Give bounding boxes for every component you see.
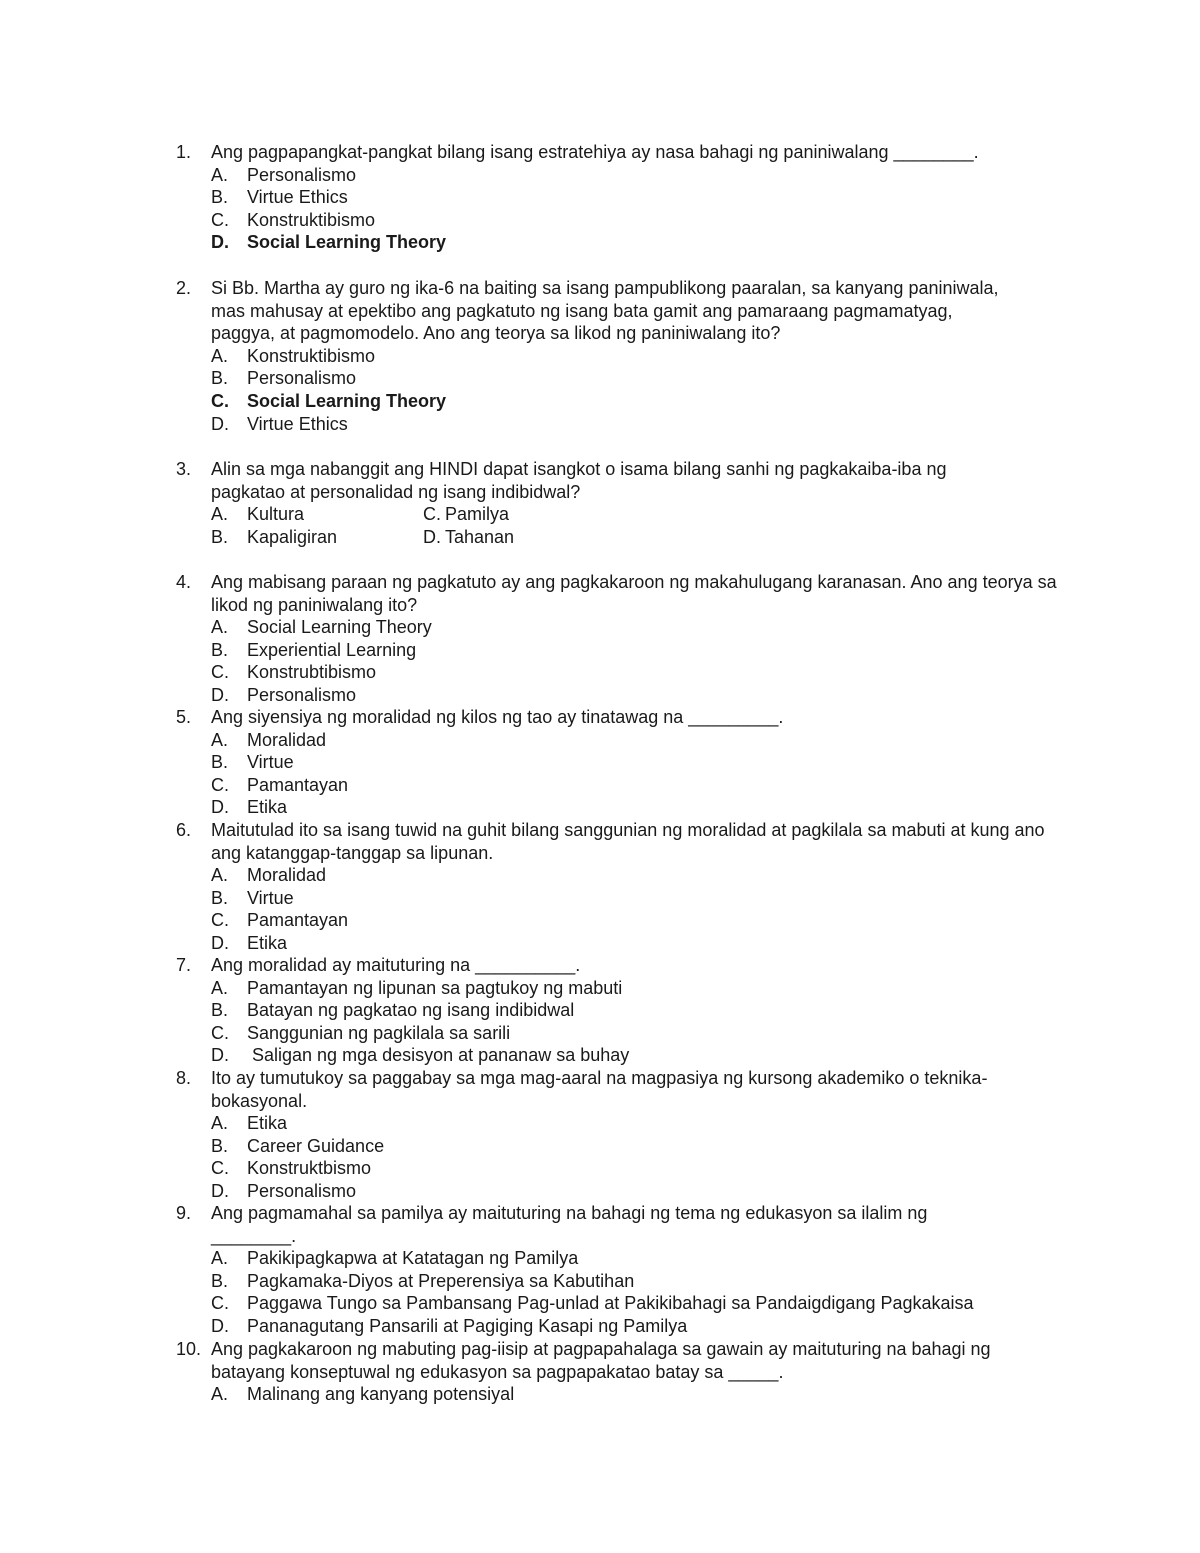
- option-text: Pamantayan: [247, 910, 349, 931]
- option-a: [211, 1112, 287, 1135]
- option-text: Virtue Ethics: [247, 413, 348, 434]
- option-c: [211, 1022, 510, 1045]
- question-text: Ang moralidad ay maituturing na __________.: [211, 955, 581, 975]
- option-text: Pamantayan: [247, 774, 349, 795]
- option-text: Personalismo: [247, 164, 357, 185]
- question-number: 9.: [176, 1203, 192, 1223]
- option-letter: B.: [211, 752, 229, 773]
- option-a: [211, 616, 432, 639]
- option-letter: A.: [211, 1113, 229, 1134]
- option-letter: B.: [211, 887, 229, 908]
- option-c: [211, 1292, 974, 1315]
- option-c: [211, 1157, 371, 1180]
- option-letter: D.: [211, 1045, 229, 1066]
- option-c: [211, 909, 348, 932]
- option-letter: B.: [211, 1000, 229, 1021]
- option-d: [211, 413, 348, 436]
- option-text: Etika: [247, 1113, 288, 1134]
- option-letter: C.: [211, 910, 229, 931]
- option-text: Kapaligiran: [247, 526, 338, 547]
- option-a: [211, 977, 622, 1000]
- option-text: Social Learning Theory: [247, 617, 432, 638]
- option-letter: A.: [211, 345, 229, 366]
- question-text: Ang pagpapangkat-pangkat bilang isang estratehiya ay nasa bahagi ng paniniwalang ________.: [211, 142, 979, 162]
- option-text: Virtue: [247, 752, 294, 773]
- option-letter: C.: [211, 1158, 229, 1179]
- option-letter: D.: [211, 797, 229, 818]
- option-text: Batayan ng pagkatao ng isang indibidwal: [247, 1000, 575, 1021]
- option-text: Personalismo: [247, 1181, 357, 1201]
- option-c: [423, 503, 509, 526]
- option-b: [211, 639, 416, 662]
- option-d: [423, 526, 514, 549]
- question-number: 1.: [176, 142, 192, 162]
- option-letter: C.: [211, 774, 229, 795]
- option-text: Paggawa Tungo sa Pambansang Pag-unlad at Pakikibahagi sa Pandaigdigang Pagkakaisa: [247, 1293, 974, 1314]
- option-text: Konstrubtibismo: [247, 662, 377, 683]
- option-text: Sanggunian ng pagkilala sa sarili: [247, 1022, 511, 1043]
- option-text: Social Learning Theory: [247, 232, 447, 253]
- option-letter: A.: [211, 977, 229, 998]
- option-letter: C.: [211, 662, 229, 683]
- option-text: Pamantayan ng lipunan sa pagtukoy ng mabuti: [247, 977, 623, 998]
- option-letter: C.: [211, 209, 229, 230]
- option-b: [211, 999, 574, 1022]
- question-text: Maitutulad ito sa isang tuwid na guhit bilang sanggunian ng moralidad at pagkilala sa mabuti at kung ano ang katanggap-tanggap sa lipunan.: [211, 820, 1050, 863]
- option-text: Social Learning Theory: [247, 391, 447, 411]
- option-a: [211, 345, 375, 368]
- option-d: [211, 796, 287, 819]
- question-text: Ang mabisang paraan ng pagkatuto ay ang pagkakaroon ng makahulugang karanasan. Ano ang teorya sa likod ng paniniwalang ito?: [211, 572, 1062, 615]
- option-text: Moralidad: [247, 729, 327, 750]
- option-text: Personalismo: [247, 368, 357, 389]
- option-b: [211, 186, 348, 209]
- question-number: 3.: [176, 459, 192, 479]
- option-b: [211, 367, 356, 390]
- option-d: [211, 684, 356, 707]
- option-text: Malinang ang kanyang potensiyal: [247, 1384, 515, 1405]
- option-d-answer: [211, 231, 446, 254]
- option-letter: B.: [211, 368, 229, 389]
- option-text: Career Guidance: [247, 1135, 385, 1156]
- option-letter: A.: [211, 729, 229, 750]
- option-text: Virtue: [247, 887, 294, 908]
- option-letter: C.: [211, 1293, 229, 1314]
- option-text: Konstruktibismo: [247, 345, 376, 366]
- option-letter: D.: [211, 413, 229, 434]
- option-text: Konstruktbismo: [247, 1158, 372, 1179]
- option-letter: D.: [211, 232, 229, 253]
- question-text: Ang siyensiya ng moralidad ng kilos ng tao ay tinatawag na _________.: [211, 707, 784, 727]
- option-letter: B.: [211, 1270, 229, 1291]
- question-number: 8.: [176, 1068, 192, 1088]
- option-text: Tahanan: [445, 526, 515, 547]
- option-b: [211, 526, 337, 549]
- option-letter: B.: [211, 187, 229, 208]
- option-a: [211, 864, 326, 887]
- option-d: [211, 932, 287, 955]
- option-letter: A.: [211, 865, 229, 886]
- question-number: 6.: [176, 820, 192, 840]
- question-text: Si Bb. Martha ay guro ng ika-6 na baiting sa isang pampublikong paaralan, sa kanyang paniniwala, mas mahusay at epektibo ang pagkatuto ng isang bata gamit ang pamaraang pagmamatyag, paggya, at pagmomodelo. Ano ang teorya sa likod ng paniniwalang ito?: [211, 278, 1004, 344]
- option-b: [211, 887, 294, 910]
- option-c: [211, 661, 376, 684]
- option-letter: D.: [211, 1181, 229, 1201]
- option-letter: A.: [211, 1248, 229, 1269]
- option-letter: D.: [423, 526, 441, 547]
- option-text: Kultura: [247, 504, 305, 525]
- option-letter: C.: [211, 391, 229, 411]
- question-text: Ang pagkakaroon ng mabuting pag-iisip at pagpapahalaga sa gawain ay maituturing na bahagi ng batayang konseptuwal ng edukasyon sa pagpapakatao batay sa _____.: [211, 1339, 996, 1382]
- option-text: Moralidad: [247, 865, 327, 886]
- question-text: Ito ay tumutukoy sa paggabay sa mga mag-aaral na magpasiya ng kursong akademiko o teknika-bokasyonal.: [211, 1068, 988, 1111]
- option-a: [211, 164, 356, 187]
- question-number: 4.: [176, 572, 192, 592]
- option-letter: C.: [423, 504, 441, 525]
- question-number: 2.: [176, 278, 192, 298]
- option-c: [211, 774, 348, 797]
- option-text: Pamilya: [445, 504, 510, 525]
- option-letter: D.: [211, 1316, 229, 1336]
- option-letter: A.: [211, 504, 229, 525]
- option-text: Experiential Learning: [247, 639, 417, 660]
- option-letter: A.: [211, 164, 229, 185]
- option-letter: C.: [211, 1022, 229, 1043]
- question-text: Ang pagmamahal sa pamilya ay maituturing na bahagi ng tema ng edukasyon sa ilalim ng ________.: [211, 1203, 933, 1246]
- option-text: Pagkamaka-Diyos at Preperensiya sa Kabutihan: [247, 1270, 635, 1291]
- option-text: Pananagutang Pansarili at Pagiging Kasapi ng Pamilya: [247, 1316, 688, 1336]
- option-a: [211, 729, 326, 752]
- option-text: Etika: [247, 797, 288, 818]
- option-text: Konstruktibismo: [247, 209, 376, 230]
- option-text: Personalismo: [247, 685, 357, 705]
- option-a: [211, 503, 304, 526]
- option-c: [211, 209, 375, 232]
- option-d: [211, 1180, 356, 1203]
- option-letter: D.: [211, 685, 229, 705]
- option-c-answer: [211, 390, 446, 413]
- option-letter: D.: [211, 933, 229, 953]
- option-b: [211, 1270, 634, 1293]
- option-letter: B.: [211, 639, 229, 660]
- question-number: 7.: [176, 955, 192, 975]
- question-number: 10.: [176, 1339, 202, 1359]
- option-a: [211, 1247, 578, 1270]
- option-d: [211, 1315, 687, 1338]
- question-text: Alin sa mga nabanggit ang HINDI dapat isangkot o isama bilang sanhi ng pagkakaiba-iba ng pagkatao at personalidad ng isang indibidwal?: [211, 459, 952, 502]
- option-text: Virtue Ethics: [247, 187, 348, 208]
- option-letter: A.: [211, 617, 229, 638]
- option-text: Pakikipagkapwa at Katatagan ng Pamilya: [247, 1248, 579, 1269]
- option-d: [211, 1044, 629, 1067]
- option-b: [211, 1135, 384, 1158]
- question-number: 5.: [176, 707, 192, 727]
- option-letter: B.: [211, 1135, 229, 1156]
- option-text: Saligan ng mga desisyon at pananaw sa buhay: [247, 1045, 630, 1066]
- option-text: Etika: [247, 933, 288, 953]
- option-a: [211, 1383, 514, 1406]
- option-letter: A.: [211, 1384, 229, 1405]
- option-letter: B.: [211, 526, 229, 547]
- option-b: [211, 751, 294, 774]
